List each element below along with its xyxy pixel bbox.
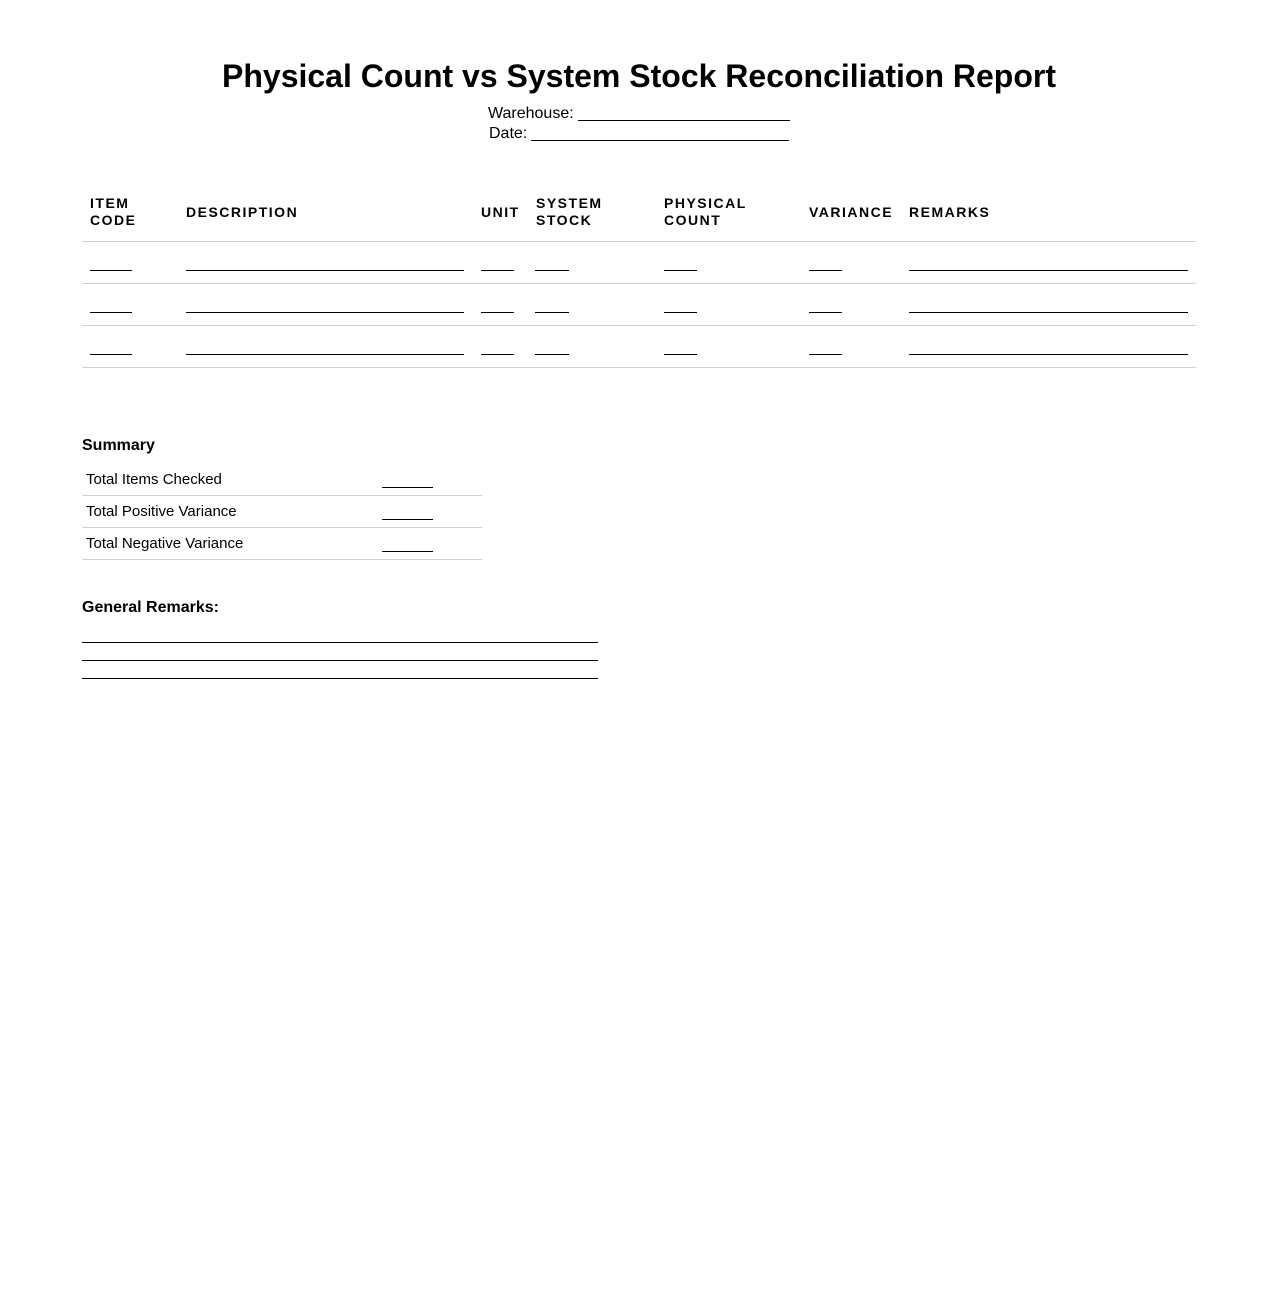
warehouse-field[interactable] <box>578 120 790 121</box>
date-field[interactable] <box>531 140 789 141</box>
report-title: Physical Count vs System Stock Reconciliation Report <box>222 58 1056 94</box>
physical-count-field[interactable] <box>664 270 697 271</box>
header-physical-count <box>664 195 747 229</box>
row-divider <box>82 325 1196 326</box>
summary-label-items-checked: Total Items Checked <box>86 471 222 488</box>
unit-field[interactable] <box>481 354 514 355</box>
summary-label-positive-variance: Total Positive Variance <box>86 503 237 520</box>
item-code-field[interactable] <box>90 312 132 313</box>
description-field[interactable] <box>186 354 464 355</box>
header-physical-count-line2: COUNT <box>664 212 722 228</box>
header-remarks: REMARKS <box>909 204 991 220</box>
system-stock-field[interactable] <box>535 312 569 313</box>
description-field[interactable] <box>186 312 464 313</box>
header-system-stock <box>536 195 603 229</box>
warehouse-label: Warehouse: <box>488 105 574 122</box>
summary-divider <box>82 559 482 560</box>
date-label: Date: <box>489 125 528 142</box>
row-divider <box>82 367 1196 368</box>
remarks-field[interactable] <box>909 270 1188 271</box>
summary-title: Summary <box>82 437 155 454</box>
remarks-field[interactable] <box>909 312 1188 313</box>
header-system-stock-line2: STOCK <box>536 212 593 228</box>
header-physical-count-line1: PHYSICAL <box>664 195 747 211</box>
summary-label-negative-variance: Total Negative Variance <box>86 535 244 552</box>
general-remarks-line[interactable] <box>82 678 598 679</box>
general-remarks-line[interactable] <box>82 642 598 643</box>
system-stock-field[interactable] <box>535 354 569 355</box>
header-variance: VARIANCE <box>809 204 894 220</box>
summary-field-positive-variance[interactable] <box>382 519 433 520</box>
variance-field[interactable] <box>809 354 842 355</box>
summary-divider <box>82 495 482 496</box>
header-description: DESCRIPTION <box>186 204 299 220</box>
description-field[interactable] <box>186 270 464 271</box>
summary-field-items-checked[interactable] <box>382 487 433 488</box>
item-code-field[interactable] <box>90 354 132 355</box>
unit-field[interactable] <box>481 270 514 271</box>
summary-divider <box>82 527 482 528</box>
variance-field[interactable] <box>809 270 842 271</box>
header-item-code-line1: ITEM <box>90 195 130 211</box>
header-system-stock-line1: SYSTEM <box>536 195 603 211</box>
header-item-code-line2: CODE <box>90 212 137 228</box>
header-item-code <box>90 195 136 229</box>
variance-field[interactable] <box>809 312 842 313</box>
remarks-field[interactable] <box>909 354 1188 355</box>
physical-count-field[interactable] <box>664 354 697 355</box>
system-stock-field[interactable] <box>535 270 569 271</box>
general-remarks-title: General Remarks: <box>82 599 219 616</box>
general-remarks-line[interactable] <box>82 660 598 661</box>
header-divider <box>82 241 1196 242</box>
unit-field[interactable] <box>481 312 514 313</box>
item-code-field[interactable] <box>90 270 132 271</box>
summary-field-negative-variance[interactable] <box>382 551 433 552</box>
physical-count-field[interactable] <box>664 312 697 313</box>
header-unit: UNIT <box>481 204 520 220</box>
row-divider <box>82 283 1196 284</box>
